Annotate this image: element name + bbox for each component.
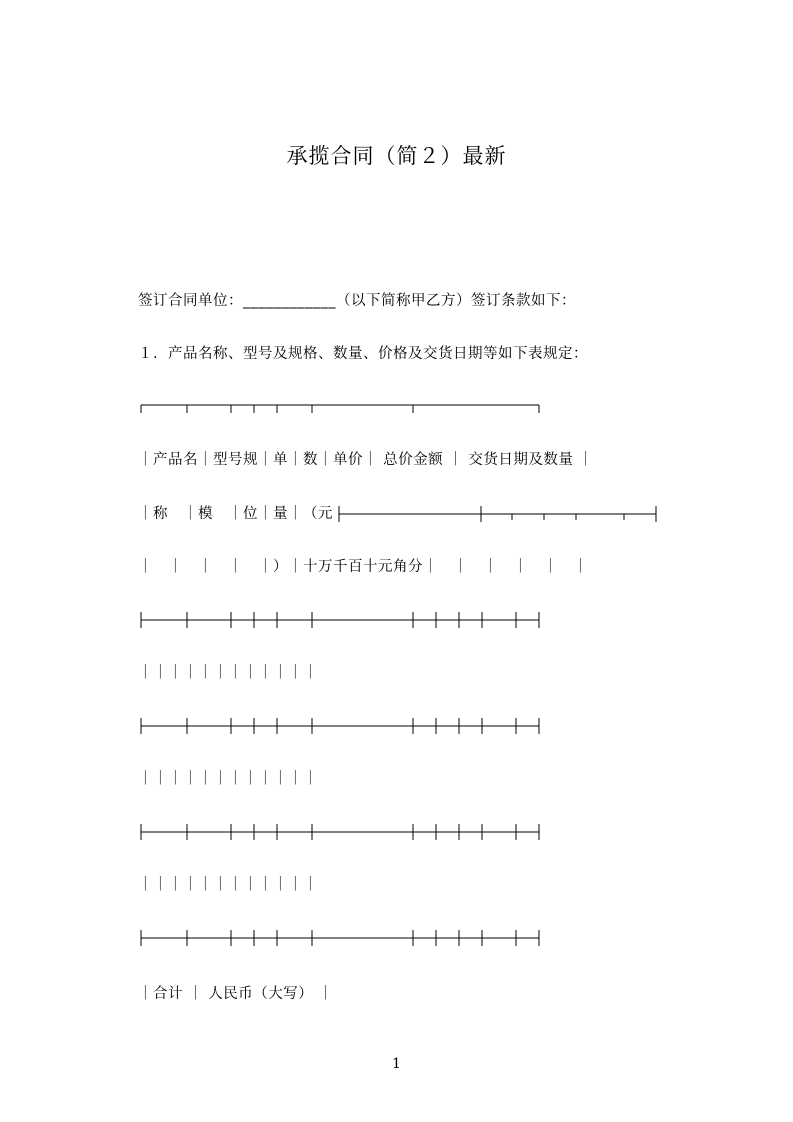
table-row: ｜｜｜｜｜｜｜｜｜｜｜｜	[138, 665, 318, 681]
table-header-row-1: ｜产品名｜型号规｜单｜数｜单价｜ 总价金额 ｜ 交货日期及数量 ｜	[138, 452, 594, 468]
table-row: ｜｜｜｜｜｜｜｜｜｜｜｜	[138, 771, 318, 787]
table-header-row-2: ｜称 ｜模 ｜位｜量｜（元	[138, 506, 333, 522]
document-title: 承揽合同（简２）最新	[286, 144, 507, 168]
page-number: 1	[392, 1056, 401, 1072]
intro-line: 签订合同单位：____________（以下简称甲乙方）签订条款如下：	[138, 293, 576, 309]
table-row: ｜｜｜｜｜｜｜｜｜｜｜｜	[138, 877, 318, 893]
table-header-row-3: ｜ ｜ ｜ ｜ ｜）｜十万千百十元角分｜ ｜ ｜ ｜ ｜ ｜	[138, 559, 588, 575]
total-row: ｜合计 ｜ 人民币（大写） ｜	[138, 986, 334, 1002]
clause-1: １．产品名称、型号及规格、数量、价格及交货日期等如下表规定：	[138, 346, 588, 362]
